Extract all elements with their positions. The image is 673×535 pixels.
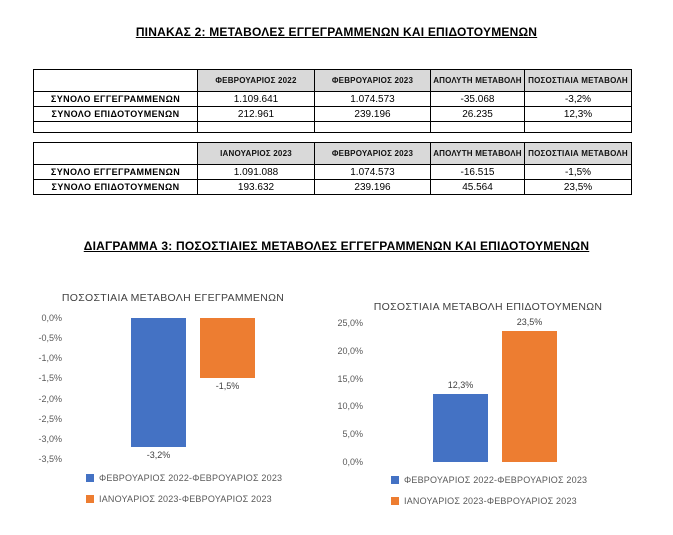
legend-item bbox=[86, 494, 272, 504]
y-axis-tick-label: -0,5% bbox=[38, 333, 62, 344]
header-feb-2023: ΦΕΒΡΟΥΑΡΙΟΣ 2023 bbox=[315, 70, 431, 92]
bar-value-label: 12,3% bbox=[447, 379, 474, 390]
y-axis-tick-label: 20,0% bbox=[337, 345, 363, 356]
changes-table-year-over-year bbox=[33, 69, 632, 133]
cell-subsidized-pct-change: 12,3% bbox=[525, 107, 632, 122]
y-axis-tick-label: -2,5% bbox=[38, 413, 62, 424]
cell-subsidized-feb2023: 239.196 bbox=[315, 107, 431, 122]
empty-cell bbox=[431, 122, 525, 133]
chart-title: ΠΟΣΟΣΤΙΑΙΑ ΜΕΤΑΒΟΛΗ ΕΠΙΔΟΤΟΥΜΕΝΩΝ bbox=[373, 301, 603, 313]
chart-subsidized-pct-change bbox=[330, 288, 660, 535]
bar-jan2023-feb2023 bbox=[502, 331, 557, 462]
table-header-row bbox=[34, 70, 632, 92]
table-row bbox=[34, 107, 632, 122]
header-empty-cell bbox=[34, 143, 198, 165]
row-label-subsidized: ΣΥΝΟΛΟ ΕΠΙΔΟΤΟΥΜΕΝΩΝ bbox=[34, 180, 198, 195]
legend-item bbox=[86, 473, 282, 483]
changes-table-month-over-month bbox=[33, 142, 632, 195]
cell-registered-feb2023: 1.074.573 bbox=[315, 165, 431, 180]
cell-subsidized-abs-change: 26.235 bbox=[431, 107, 525, 122]
cell-subsidized-feb2022: 212.961 bbox=[198, 107, 315, 122]
row-label-subsidized: ΣΥΝΟΛΟ ΕΠΙΔΟΤΟΥΜΕΝΩΝ bbox=[34, 107, 198, 122]
cell-subsidized-pct-change: 23,5% bbox=[525, 180, 632, 195]
cell-registered-feb2023: 1.074.573 bbox=[315, 92, 431, 107]
y-axis-tick-label: 0,0% bbox=[342, 457, 363, 467]
y-axis-tick-label: 25,0% bbox=[337, 318, 363, 328]
empty-cell bbox=[34, 122, 198, 133]
cell-subsidized-jan2023: 193.632 bbox=[198, 180, 315, 195]
empty-cell bbox=[315, 122, 431, 133]
y-axis-tick-label: 0,0% bbox=[41, 313, 62, 323]
header-absolute-change: ΑΠΟΛΥΤΗ ΜΕΤΑΒΟΛΗ bbox=[431, 143, 525, 165]
cell-registered-feb2022: 1.109.641 bbox=[198, 92, 315, 107]
row-label-registered: ΣΥΝΟΛΟ ΕΓΓΕΓΡΑΜΜΕΝΩΝ bbox=[34, 165, 198, 180]
legend-swatch-icon bbox=[391, 476, 399, 484]
legend-label: ΙΑΝΟΥΑΡΙΟΣ 2023-ΦΕΒΡΟΥΑΡΙΟΣ 2023 bbox=[99, 494, 272, 504]
y-axis-tick-label: -3,0% bbox=[38, 433, 62, 444]
header-absolute-change: ΑΠΟΛΥΤΗ ΜΕΤΑΒΟΛΗ bbox=[431, 70, 525, 92]
bar-feb2022-feb2023 bbox=[433, 394, 488, 462]
header-percent-change: ΠΟΣΟΣΤΙΑΙΑ ΜΕΤΑΒΟΛΗ bbox=[525, 70, 632, 92]
header-feb-2022: ΦΕΒΡΟΥΑΡΙΟΣ 2022 bbox=[198, 70, 315, 92]
chart-title: ΠΟΣΟΣΤΙΑΙΑ ΜΕΤΑΒΟΛΗ ΕΓΕΓΡΑΜΜΕΝΩΝ bbox=[61, 292, 285, 304]
cell-registered-abs-change: -35.068 bbox=[431, 92, 525, 107]
legend-label: ΦΕΒΡΟΥΑΡΙΟΣ 2022-ΦΕΒΡΟΥΑΡΙΟΣ 2023 bbox=[99, 473, 283, 483]
bar-jan2023-feb2023 bbox=[200, 318, 255, 378]
y-axis-tick-label: 5,0% bbox=[342, 429, 363, 440]
legend-item bbox=[391, 475, 587, 485]
cell-registered-pct-change: -3,2% bbox=[525, 92, 632, 107]
chart-registered-pct-change bbox=[25, 288, 321, 535]
header-empty-cell bbox=[34, 70, 198, 92]
header-feb-2023: ΦΕΒΡΟΥΑΡΙΟΣ 2023 bbox=[315, 143, 431, 165]
legend-swatch-icon bbox=[86, 495, 94, 503]
header-jan-2023: ΙΑΝΟΥΑΡΙΟΣ 2023 bbox=[198, 143, 315, 165]
cell-registered-jan2023: 1.091.088 bbox=[198, 165, 315, 180]
table-section-title: ΠΙΝΑΚΑΣ 2: ΜΕΤΑΒΟΛΕΣ ΕΓΓΕΓΡΑΜΜΕΝΩΝ ΚΑΙ ΕΠΙΔΟΤΟΥΜΕΝΩΝ bbox=[135, 25, 538, 39]
empty-cell bbox=[525, 122, 632, 133]
y-axis-tick-label: 10,0% bbox=[337, 401, 363, 412]
legend-item bbox=[391, 496, 577, 506]
legend-label: ΙΑΝΟΥΑΡΙΟΣ 2023-ΦΕΒΡΟΥΑΡΙΟΣ 2023 bbox=[404, 496, 577, 506]
bar-feb2022-feb2023 bbox=[131, 318, 186, 447]
y-axis-tick-label: -1,0% bbox=[38, 353, 62, 364]
cell-registered-pct-change: -1,5% bbox=[525, 165, 632, 180]
y-axis-tick-label: -1,5% bbox=[38, 373, 62, 384]
legend-label: ΦΕΒΡΟΥΑΡΙΟΣ 2022-ΦΕΒΡΟΥΑΡΙΟΣ 2023 bbox=[404, 475, 588, 485]
diagram-section-title: ΔΙΑΓΡΑΜΜΑ 3: ΠΟΣΟΣΤΙΑΙΕΣ ΜΕΤΑΒΟΛΕΣ ΕΓΓΕΓΡΑΜΜΕΝΩΝ ΚΑΙ ΕΠΙΔΟΤΟΥΜΕΝΩΝ bbox=[83, 239, 590, 253]
empty-table-row bbox=[34, 122, 632, 133]
y-axis-tick-label: 15,0% bbox=[337, 373, 363, 384]
empty-cell bbox=[198, 122, 315, 133]
cell-subsidized-abs-change: 45.564 bbox=[431, 180, 525, 195]
legend-swatch-icon bbox=[391, 497, 399, 505]
bar-value-label: 23,5% bbox=[516, 317, 543, 328]
table-row bbox=[34, 92, 632, 107]
row-label-registered: ΣΥΝΟΛΟ ΕΓΓΕΓΡΑΜΜΕΝΩΝ bbox=[34, 92, 198, 107]
legend-swatch-icon bbox=[86, 474, 94, 482]
bar-value-label: -1,5% bbox=[215, 381, 240, 392]
y-axis-tick-label: -2,0% bbox=[38, 393, 62, 404]
table-row bbox=[34, 165, 632, 180]
cell-subsidized-feb2023: 239.196 bbox=[315, 180, 431, 195]
cell-registered-abs-change: -16.515 bbox=[431, 165, 525, 180]
table-header-row bbox=[34, 143, 632, 165]
header-percent-change: ΠΟΣΟΣΤΙΑΙΑ ΜΕΤΑΒΟΛΗ bbox=[525, 143, 632, 165]
table-row bbox=[34, 180, 632, 195]
bar-value-label: -3,2% bbox=[146, 449, 171, 460]
y-axis-tick-label: -3,5% bbox=[38, 454, 62, 464]
